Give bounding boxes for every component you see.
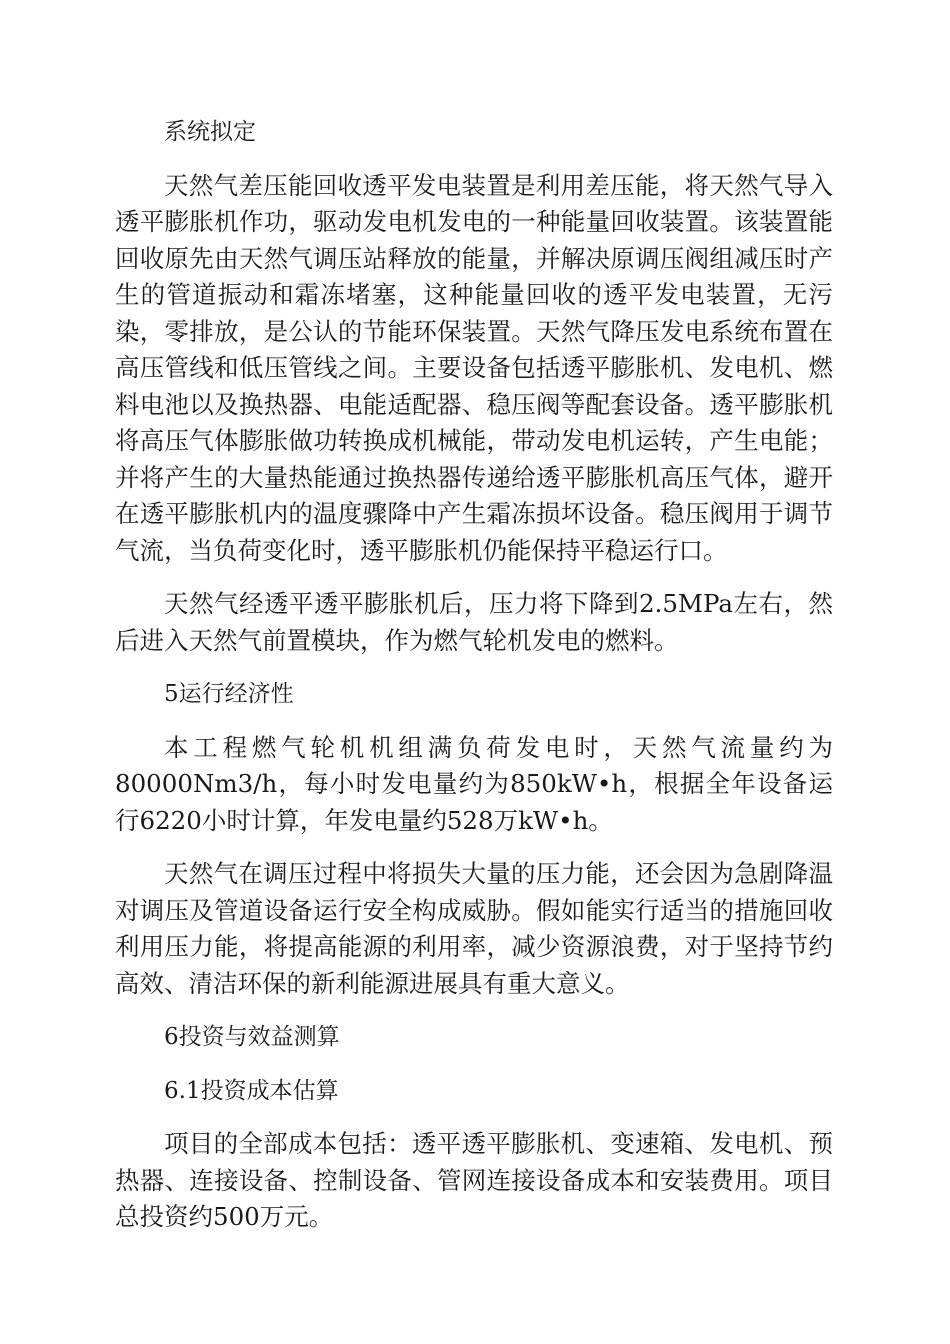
subsection-heading-cost-estimate: 6.1投资成本估算 (164, 1077, 339, 1104)
paragraph-cost-items: 项目的全部成本包括：透平透平膨胀机、变速箱、发电机、预热器、连接设备、控制设备、管网连接设备成本和安装费用。项目总投资约500万元。 (115, 1129, 833, 1231)
paragraph-gap (115, 1056, 833, 1073)
paragraph-gap (115, 713, 833, 730)
paragraph-gap (115, 1109, 833, 1126)
section-heading-operating-economy: 5运行经济性 (164, 681, 294, 707)
paragraph-significance: 天然气在调压过程中将损失大量的压力能，还会因为急剧降温对调压及管道设备运行安全构成威胁。假如能实行适当的措施回收利用压力能，将提高能源的利用率，减少资源浪费，对于坚持节约高效、清洁环保的新利能源进展具有重大意义。 (115, 859, 833, 998)
paragraph-gap (115, 839, 833, 856)
document-body (115, 114, 833, 1236)
paragraph-pressure-drop: 天然气经透平透平膨胀机后，压力将下降到2.5MPa左右，然后进入天然气前置模块，作为燃气轮机发电的燃料。 (115, 589, 833, 655)
paragraph-gap (115, 569, 833, 586)
paragraph-gap (115, 151, 833, 168)
section-heading-system-design: 系统拟定 (164, 119, 256, 145)
paragraph-gap (115, 659, 833, 676)
paragraph-system-description: 天然气差压能回收透平发电装置是利用差压能，将天然气导入透平膨胀机作功，驱动发电机发电的一种能量回收装置。该装置能回收原先由天然气调压站释放的能量，并解决原调压阀组减压时产生的管道振动和霜冻堵塞，这种能量回收的透平发电装置，无污染，零排放，是公认的节能环保装置。天然气降压发电系统布置在高压管线和低压管线之间。主要设备包括透平膨胀机、发电机、燃料电池以及换热器、电能适配器、稳压阀等配套设备。透平膨胀机将高压气体膨胀做功转换成机械能，带动发电机运转，产生电能；并将产生的大量热能通过换热器传递给透平膨胀机高压气体，避开在透平膨胀机内的温度骤降中产生霜冻损坏设备。稳压阀用于调节气流，当负荷变化时，透平膨胀机仍能保持平稳运行口。 (115, 170, 833, 565)
paragraph-gap (115, 1002, 833, 1019)
section-heading-investment-benefit: 6投资与效益测算 (164, 1024, 340, 1050)
paragraph-generation-output: 本工程燃气轮机机组满负荷发电时，天然气流量约为80000Nm3/h，每小时发电量约为850kW•h，根据全年设备运行6220小时计算，年发电量约528万kW•h。 (115, 732, 833, 835)
